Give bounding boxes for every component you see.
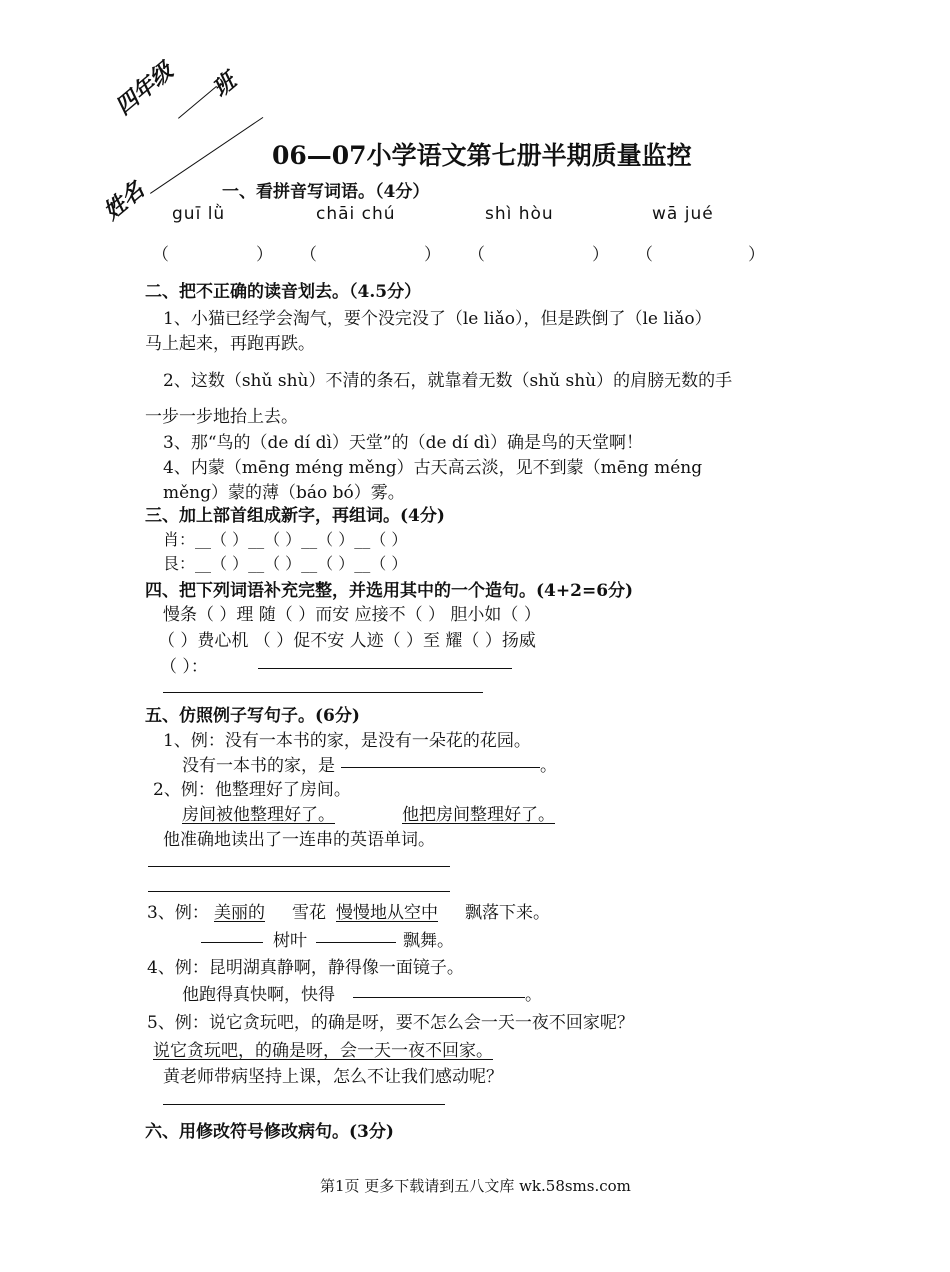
pinyin-4: wā jué bbox=[652, 204, 714, 224]
sec5-example-3-prefix: 3、例： bbox=[147, 903, 209, 923]
section-2-heading: 二、把不正确的读音划去。（4.5分） bbox=[145, 282, 422, 302]
sec4-row-2: （ ）费心机 （ ）促不安 人迹（ ）至 耀（ ）扬威 bbox=[158, 631, 536, 651]
sec4-row-1: 慢条（ ）理 随（ ）而安 应接不（ ） 胆小如（ ） bbox=[163, 605, 541, 625]
sec3-row-2: 艮：__（ ）__（ ）__（ ）__（ ） bbox=[163, 554, 408, 573]
answer-paren-open-1: （ bbox=[152, 245, 169, 265]
answer-paren-open-3: （ bbox=[468, 245, 485, 265]
sec5-task-3-word-2: 飘舞。 bbox=[403, 931, 454, 951]
sec2-q1-line1: 1、小猫已经学会淘气，要个没完没了（le liǎo），但是跌倒了（le liǎo） bbox=[163, 309, 712, 329]
sec5-task-1: 没有一本书的家，是 bbox=[182, 756, 335, 776]
sec5-example-2-b: 他把房间整理好了。 bbox=[402, 805, 555, 825]
sec5-example-4: 4、例：昆明湖真静啊，静得像一面镜子。 bbox=[147, 958, 464, 978]
class-blank bbox=[178, 86, 217, 119]
class-label: 班 bbox=[207, 68, 242, 103]
answer-paren-close-4: ） bbox=[748, 245, 765, 265]
answer-paren-close-1: ） bbox=[256, 245, 273, 265]
sec5-example-3-w1: 美丽的 bbox=[214, 903, 265, 923]
section-3-heading: 三、加上部首组成新字，再组词。(4分) bbox=[145, 506, 445, 526]
sec5-task-1-end: 。 bbox=[540, 756, 557, 776]
sec5-task-3-blank-2 bbox=[316, 942, 396, 943]
sec5-task-4-blank bbox=[353, 997, 525, 998]
answer-paren-close-2: ） bbox=[424, 245, 441, 265]
sec2-q4-line2: měng）蒙的薄（báo bó）雾。 bbox=[163, 483, 405, 503]
answer-paren-open-4: （ bbox=[636, 245, 653, 265]
sec2-q4-line1: 4、内蒙（mēng méng měng）古天高云淡，见不到蒙（mēng méng bbox=[163, 458, 703, 478]
sec5-example-5-a: 说它贪玩吧，的确是呀，会一天一夜不回家。 bbox=[153, 1041, 493, 1061]
page-title: 06—07小学语文第七册半期质量监控 bbox=[272, 141, 692, 170]
section-6-heading: 六、用修改符号修改病句。(3分) bbox=[145, 1122, 394, 1142]
pinyin-2: chāi chú bbox=[316, 204, 396, 224]
sec4-row-3: （ ）： bbox=[160, 657, 208, 677]
sec5-task-2-line-1 bbox=[148, 866, 450, 867]
sec5-example-1: 1、例：没有一本书的家，是没有一朵花的花园。 bbox=[163, 731, 531, 751]
section-1-heading: 一、看拼音写词语。（4分） bbox=[222, 182, 430, 202]
sec5-task-4-end: 。 bbox=[525, 985, 542, 1005]
pinyin-1: guī lǜ bbox=[172, 204, 226, 224]
sec4-answer-line-1 bbox=[258, 668, 512, 669]
sec5-task-3-blank-1 bbox=[201, 942, 263, 943]
sec5-example-2-a: 房间被他整理好了。 bbox=[182, 805, 335, 825]
sec5-example-3-w2: 雪花 bbox=[292, 903, 326, 923]
sec5-task-1-blank bbox=[341, 767, 540, 768]
sec2-q3: 3、那“鸟的（de dí dì）天堂”的（de dí dì）确是鸟的天堂啊！ bbox=[163, 433, 643, 453]
answer-paren-close-3: ） bbox=[592, 245, 609, 265]
sec3-row-1: 肖：__（ ）__（ ）__（ ）__（ ） bbox=[163, 530, 408, 549]
answer-paren-open-2: （ bbox=[300, 245, 317, 265]
sec5-example-2: 2、例：他整理好了房间。 bbox=[153, 780, 351, 800]
sec2-q2-line1: 2、这数（shǔ shù）不清的条石，就靠着无数（shǔ shù）的肩膀无数的手 bbox=[163, 371, 733, 391]
sec5-task-2: 他准确地读出了一连串的英语单词。 bbox=[163, 830, 435, 850]
grade-label: 四年级 bbox=[110, 57, 178, 121]
sec5-example-3-w3: 慢慢地从空中 bbox=[336, 903, 438, 923]
section-5-heading: 五、仿照例子写句子。(6分) bbox=[145, 706, 360, 726]
name-label: 姓名 bbox=[98, 177, 150, 226]
sec5-task-2-line-2 bbox=[148, 891, 450, 892]
sec2-q1-line2: 马上起来，再跑再跌。 bbox=[145, 334, 315, 354]
sec2-q2-line2: 一步一步地抬上去。 bbox=[145, 407, 298, 427]
sec5-task-5: 黄老师带病坚持上课，怎么不让我们感动呢？ bbox=[163, 1067, 503, 1087]
sec5-example-5: 5、例：说它贪玩吧，的确是呀，要不怎么会一天一夜不回家呢？ bbox=[147, 1013, 634, 1033]
sec5-example-3-w4: 飘落下来。 bbox=[465, 903, 550, 923]
section-4-heading: 四、把下列词语补充完整，并选用其中的一个造句。(4+2=6分) bbox=[145, 581, 634, 601]
sec5-task-4: 他跑得真快啊，快得 bbox=[182, 985, 335, 1005]
pinyin-3: shì hòu bbox=[485, 204, 554, 224]
page-footer: 第1页 更多下载请到五八文库 wk.58sms.com bbox=[320, 1177, 631, 1195]
sec4-answer-line-2 bbox=[163, 692, 483, 693]
sec5-task-5-line bbox=[163, 1104, 445, 1105]
sec5-task-3-word-1: 树叶 bbox=[273, 931, 307, 951]
